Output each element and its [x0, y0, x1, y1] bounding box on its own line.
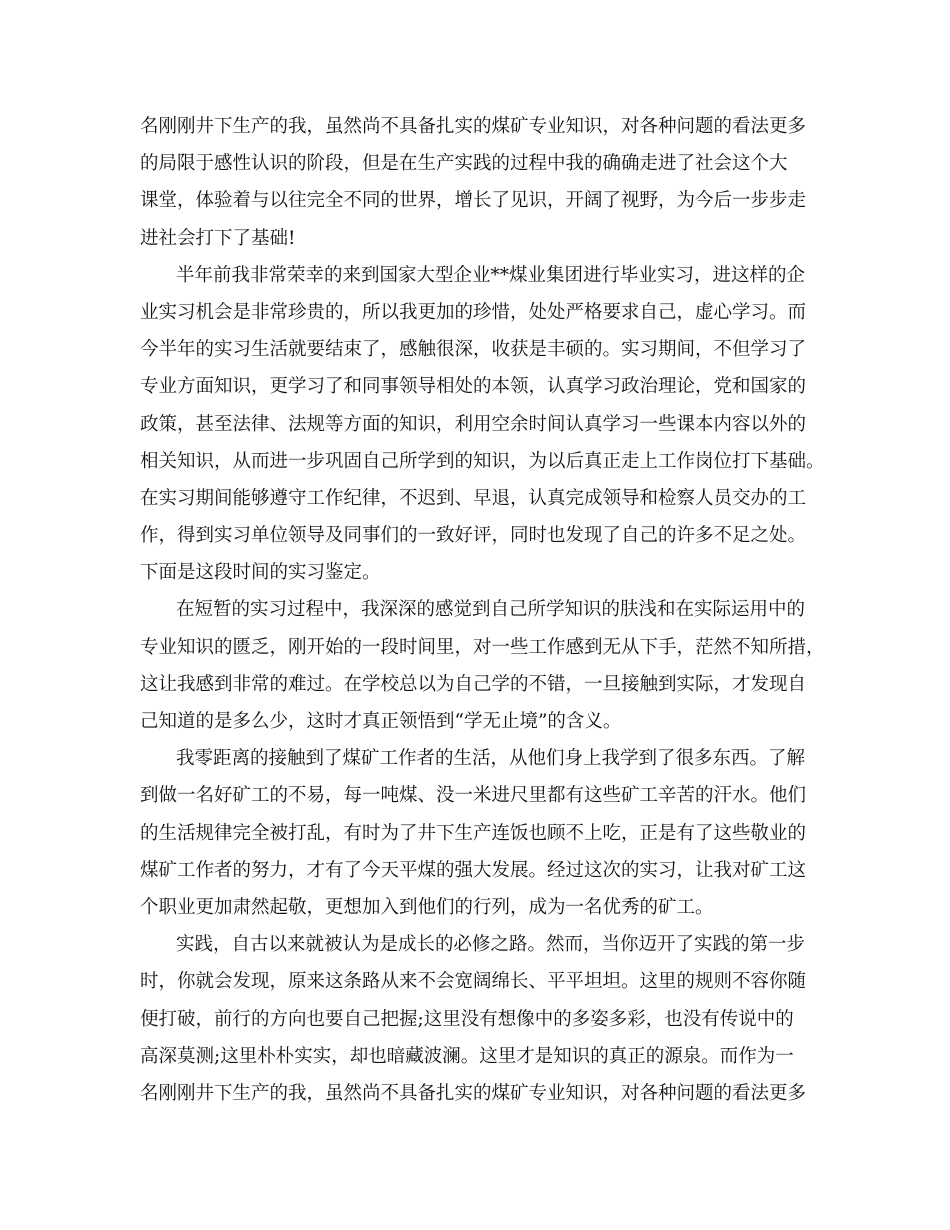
- text-line: 课堂，体验着与以往完全不同的世界，增长了见识，开阔了视野，为今后一步步走: [140, 190, 807, 212]
- text-line: 到做一名好矿工的不易，每一吨煤、没一米进尺里都有这些矿工辛苦的汗水。他们: [140, 785, 807, 807]
- paragraph-first-line: 半年前我非常荣幸的来到国家大型企业**煤业集团进行毕业实习，进这样的企: [176, 264, 806, 286]
- text-line: 业实习机会是非常珍贵的，所以我更加的珍惜，处处严格要求自己，虚心学习。而: [140, 301, 807, 323]
- text-line: 煤矿工作者的努力，才有了今天平煤的强大发展。经过这次的实习，让我对矿工这: [140, 859, 807, 881]
- text-line: 进社会打下了基础!: [140, 227, 296, 249]
- text-line: 在实习期间能够遵守工作纪律，不迟到、早退，认真完成领导和检察人员交办的工: [140, 487, 807, 509]
- text-line: 专业方面知识，更学习了和同事领导相处的本领，认真学习政治理论，党和国家的: [140, 376, 807, 398]
- text-line: 己知道的是多么少，这时才真正领悟到“学无止境”的含义。: [140, 711, 622, 732]
- text-line: 个职业更加肃然起敬，更想加入到他们的行列，成为一名优秀的矿工。: [140, 896, 714, 918]
- text-line: 下面是这段时间的实习鉴定。: [140, 562, 381, 584]
- text-line: 名刚刚井下生产的我，虽然尚不具备扎实的煤矿专业知识，对各种问题的看法更多: [140, 116, 807, 137]
- paragraph-first-line: 我零距离的接触到了煤矿工作者的生活，从他们身上我学到了很多东西。了解: [176, 748, 806, 770]
- text-line: 相关知识，从而进一步巩固自己所学到的知识，为以后真正走上工作岗位打下基础。: [140, 450, 825, 472]
- paragraph-first-line: 实践，自古以来就被认为是成长的必修之路。然而，当你迈开了实践的第一步: [176, 934, 806, 956]
- text-line: 时，你就会发现，原来这条路从来不会宽阔绵长、平平坦坦。这里的规则不容你随: [140, 971, 807, 993]
- text-line: 今半年的实习生活就要结束了，感触很深，收获是丰硕的。实习期间，不但学习了: [140, 339, 807, 361]
- text-line: 作，得到实习单位领导及同事们的一致好评，同时也发现了自己的许多不足之处。: [140, 525, 807, 547]
- text-line: 专业知识的匮乏，刚开始的一段时间里，对一些工作感到无从下手，茫然不知所措，: [140, 636, 825, 658]
- text-line: 的局限于感性认识的阶段，但是在生产实践的过程中我的确确走进了社会这个大: [140, 153, 788, 175]
- text-line: 政策，甚至法律、法规等方面的知识，利用空余时间认真学习一些课本内容以外的: [140, 413, 807, 435]
- text-line: 的生活规律完全被打乱，有时为了井下生产连饭也顾不上吃，正是有了这些敬业的: [140, 822, 807, 844]
- text-line: 便打破，前行的方向也要自己把握;这里没有想像中的多姿多彩，也没有传说中的: [140, 1008, 794, 1030]
- paragraph-first-line: 在短暂的实习过程中，我深深的感觉到自己所学知识的肤浅和在实际运用中的: [176, 599, 806, 621]
- document-body: [140, 108, 825, 1112]
- text-line: 名刚刚井下生产的我，虽然尚不具备扎实的煤矿专业知识，对各种问题的看法更多: [140, 1082, 807, 1104]
- text-line: 这让我感到非常的难过。在学校总以为自己学的不错，一旦接触到实际，才发现自: [140, 673, 807, 695]
- text-line: 高深莫测;这里朴朴实实，却也暗藏波澜。这里才是知识的真正的源泉。而作为一: [140, 1045, 794, 1067]
